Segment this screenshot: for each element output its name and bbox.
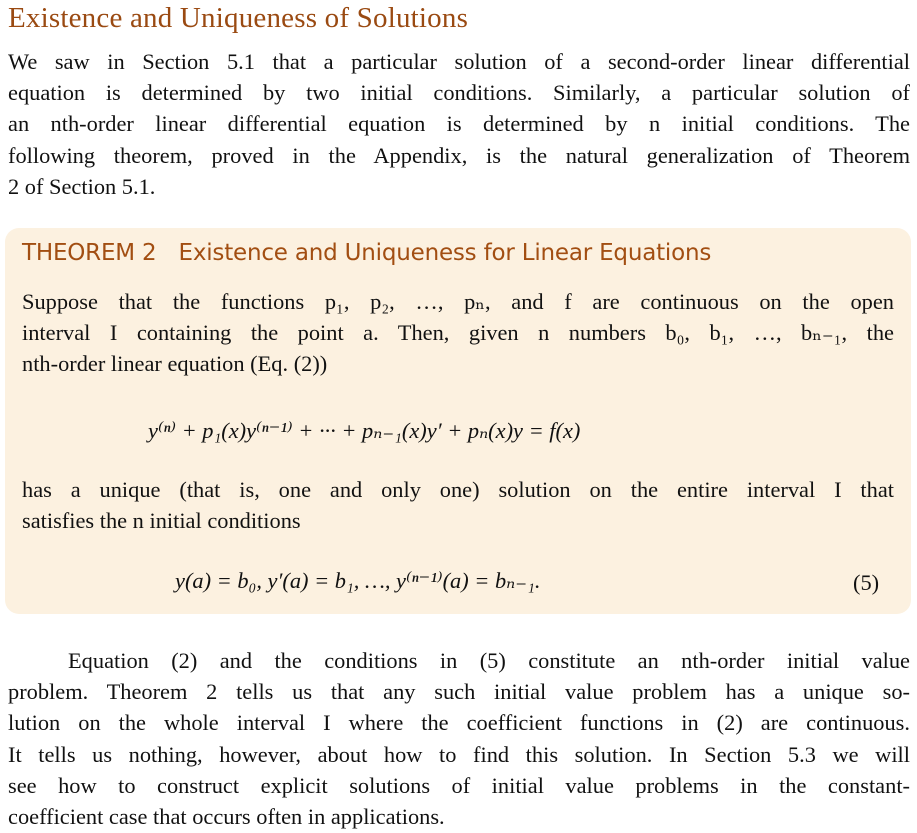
closing-line: coefficient case that occurs often in applications. [8, 803, 445, 829]
intro-line: following theorem, proved in the Appendix, is the natural generalization of Theorem [8, 142, 910, 168]
closing-line: see how to construct explicit solutions of initial value problems in the constant- [8, 772, 910, 798]
section-heading: Existence and Uniqueness of Solutions [8, 2, 469, 34]
theorem-conclusion [22, 474, 894, 536]
intro-line: 2 of Section 5.1. [8, 173, 156, 199]
intro-line: We saw in Section 5.1 that a particular solution of a second-order linear differential [8, 49, 910, 74]
closing-line: It tells us nothing, however, about how to find this solution. In Section 5.3 we will [8, 741, 910, 767]
intro-line: an nth-order linear differential equation is determined by n initial conditions. The [8, 111, 910, 137]
closing-line: lution on the whole interval I where the coefficient functions in (2) are continuous. [8, 710, 910, 736]
conclusion-line: has a unique (that is, one and only one) solution on the entire interval I that [22, 477, 894, 502]
closing-line: Equation (2) and the conditions in (5) constitute an nth-order initial value [68, 648, 910, 673]
intro-line: equation is determined by two initial conditions. Similarly, a particular solution of [8, 80, 910, 106]
closing-paragraph [8, 645, 910, 832]
theorem-heading [22, 240, 711, 266]
theorem-title: Existence and Uniqueness for Linear Equations [178, 240, 712, 266]
conclusion-line: satisfies the n initial conditions [22, 508, 301, 534]
equation-number: (5) [853, 570, 880, 595]
hypothesis-line: interval I containing the point a. Then, given n numbers b₀, b₁, …, bₙ₋₁, the [22, 320, 894, 346]
initial-conditions: y(a) = b₀, y′(a) = b₁, …, y⁽ⁿ⁻¹⁾(a) = bₙ₋₁. [175, 568, 541, 593]
closing-line: problem. Theorem 2 tells us that any such initial value problem has a unique so- [8, 679, 910, 705]
hypothesis-line: Suppose that the functions p₁, p₂, …, pₙ, and f are continuous on the open [22, 289, 894, 314]
intro-paragraph [8, 46, 910, 202]
linear-equation: y⁽ⁿ⁾ + p₁(x)y⁽ⁿ⁻¹⁾ + ··· + pₙ₋₁(x)y′ + pₙ(x)y = f(x) [148, 418, 581, 443]
theorem-hypothesis [22, 286, 894, 380]
theorem-label: THEOREM 2 [22, 240, 157, 266]
hypothesis-line: nth-order linear equation (Eq. (2)) [22, 351, 328, 377]
